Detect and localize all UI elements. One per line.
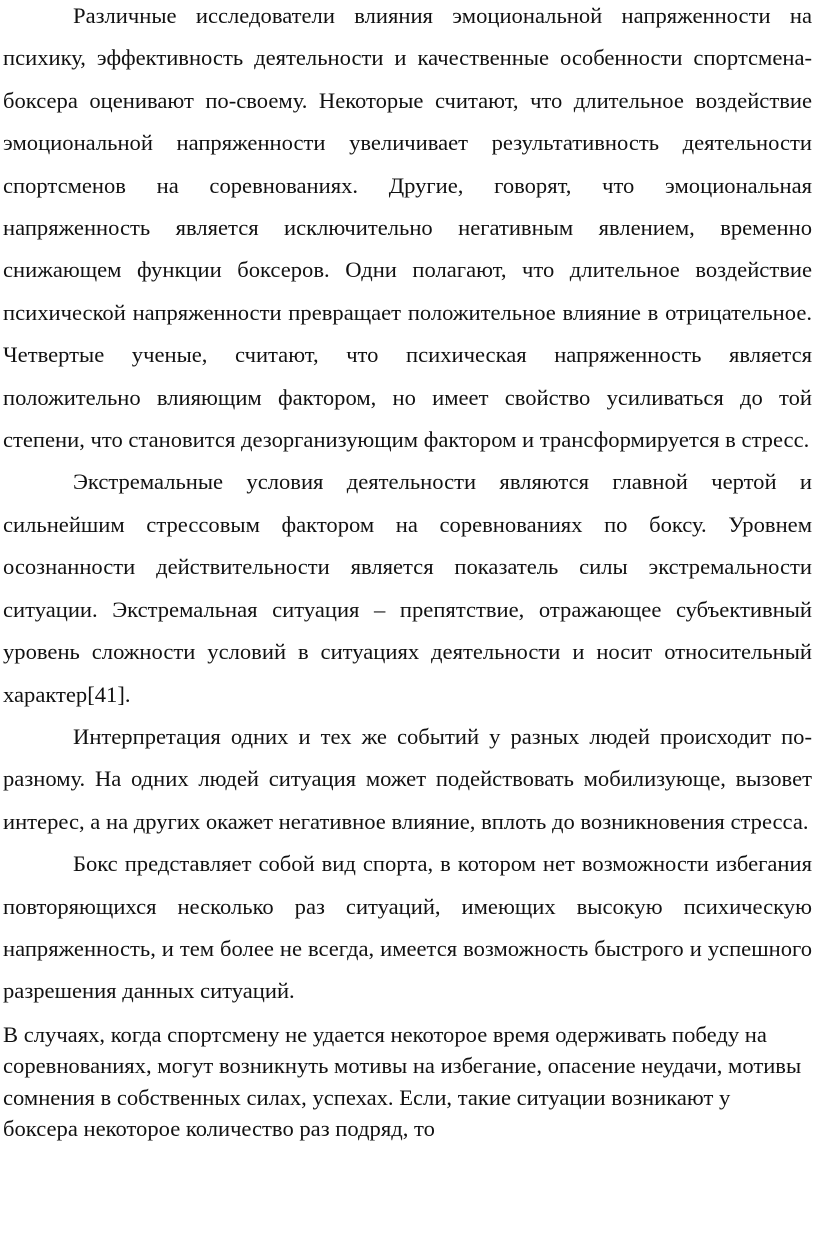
paragraph-boxing-situations: Бокс представляет собой вид спорта, в котором нет возможности избегания повторяющихся несколько раз ситуаций, имеющих высокую психическую напряженность, и тем более не всегда, имеется возможность быстрого и успешного разрешения данных ситуаций.: [3, 851, 812, 1004]
paragraph-emotional-tension: Различные исследователи влияния эмоциональной напряженности на психику, эффективность деятельности и качественные особенности спортсмена-боксера оценивают по-своему. Некоторые считают, что длительное воздействие эмоциональной напряженности увеличивает результативность деятельности спортсменов на соревнованиях. Другие, говорят, что эмоциональная напряженность является исключительно негативным явлением, временно снижающем функции боксеров. Одни полагают, что длительное воздействие психической напряженности превращает положительное влияние в отрицательное. Четвертые ученые, считают, что психическая напряженность является положительно влияющим фактором, но имеет свойство усиливаться до той степени, что становится дезорганизующим фактором и трансформируется в стресс.: [3, 3, 812, 453]
paragraph-extreme-conditions: Экстремальные условия деятельности являются главной чертой и сильнейшим стрессовым фактором на соревнованиях по боксу. Уровнем осознанности действительности является показатель силы экстремальности ситуации. Экстремальная ситуация – препятствие, отражающее субъективный уровень сложности условий в ситуациях деятельности и носит относительный характер[41].: [3, 469, 812, 707]
paragraph-interpretation: Интерпретация одних и тех же событий у разных людей происходит по-разному. На одних людей ситуация может подействовать мобилизующе, вызовет интерес, а на других окажет негативное влияние, вплоть до возникновения стресса.: [3, 723, 812, 834]
paragraph-avoidance-motives: В случаях, когда спортсмену не удается некоторое время одерживать победу на соревнованиях, могут возникнуть мотивы на избегание, опасение неудачи, мотивы сомнения в собственных силах, успехах. Если, такие ситуации возникают у боксера некоторое количество раз подряд, то: [3, 1021, 802, 1142]
